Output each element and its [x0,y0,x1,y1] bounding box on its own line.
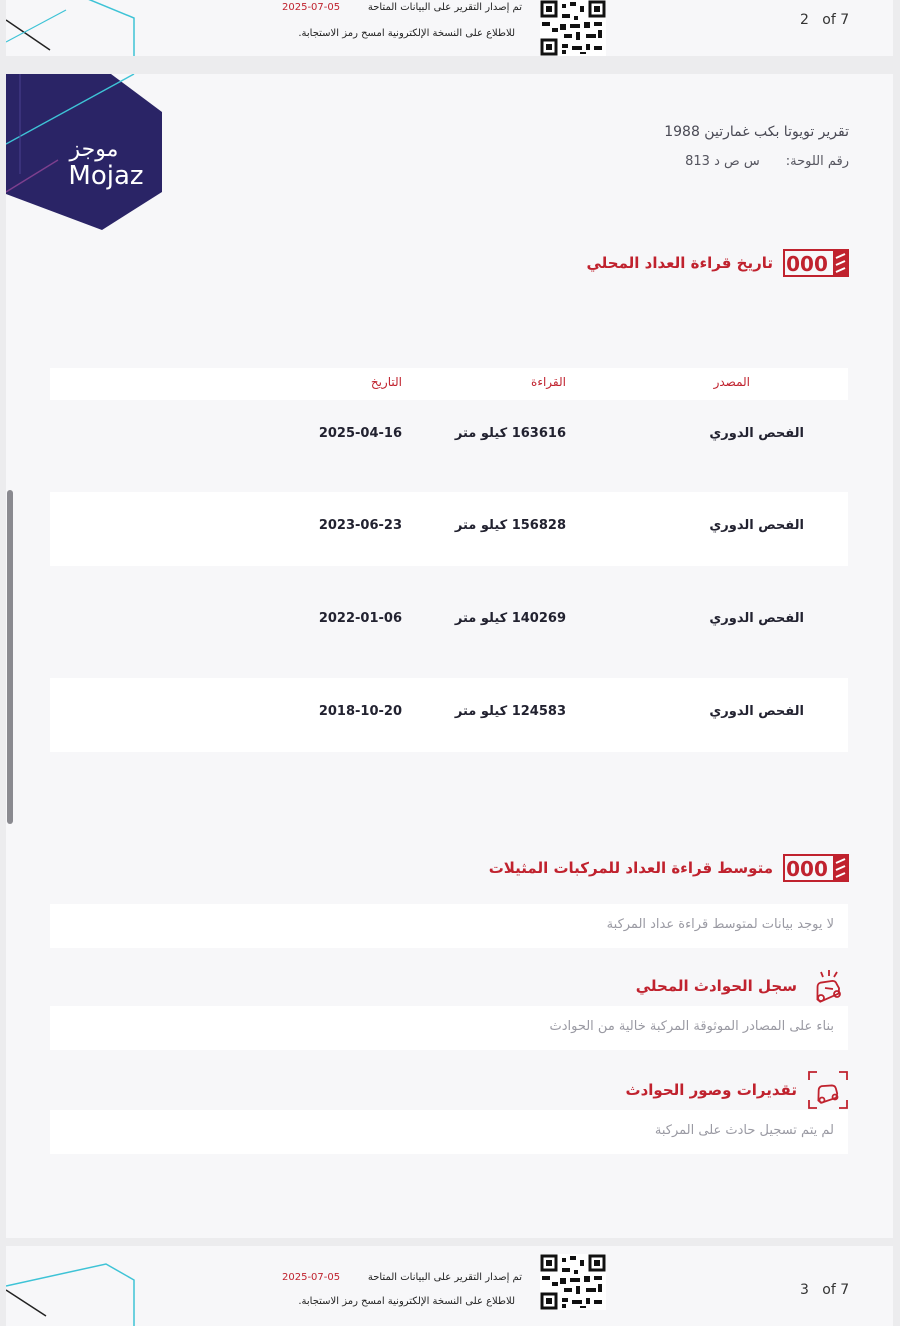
row-reading: 140269 كيلو متر [454,611,566,626]
svg-text:000: 000 [786,252,828,276]
corner-decoration-icon [6,1246,146,1326]
report-page [6,74,893,1238]
column-source: المصدر [713,375,750,389]
table-row [50,678,848,752]
estimates-message: لم يتم تسجيل حادث على المركبة [654,1123,834,1138]
svg-text:موجز: موجز [69,137,119,162]
report-title: تقرير تويوتا بكب غمارتين 1988 [664,124,849,140]
qr-code-icon[interactable] [540,0,606,56]
row-source: الفحص الدوري [709,704,804,719]
odometer-section-title: تاريخ قراءة العداد المحلي [586,254,773,272]
row-source: الفحص الدوري [709,611,804,626]
accidents-section-title: سجل الحوادث المحلي [635,977,797,995]
column-reading: القراءة [531,375,566,389]
plate-value: س ص د 813 [685,154,760,169]
plate-label: رقم اللوحة: [785,154,849,169]
row-reading: 124583 كيلو متر [454,704,566,719]
accidents-section-header [636,966,849,1006]
plate-number [685,154,849,169]
mojaz-logo [6,74,166,234]
table-header [50,368,848,400]
qr-code-icon[interactable] [540,1254,606,1310]
footer-date: 2025-07-05 [282,2,341,13]
estimates-section-header [626,1070,849,1110]
average-message: لا يوجد بيانات لمتوسط قراءة عداد المركبة [606,917,834,932]
accident-photos-icon [807,1070,849,1110]
odometer-icon [783,854,849,882]
row-reading: 163616 كيلو متر [454,426,566,441]
accidents-message: بناء على المصادر الموثوقة المركبة خالية من الحوادث [549,1019,834,1034]
page-footer [6,1246,893,1326]
corner-decoration-icon [6,0,146,56]
average-section-title: متوسط قراءة العداد للمركبات المثيلات [488,859,773,877]
footer-date: 2025-07-05 [282,1272,341,1283]
page-number: 3 of 7 [800,1282,850,1298]
row-source: الفحص الدوري [709,518,804,533]
row-date: 2022-01-06 [318,611,402,626]
accidents-info-box [50,1006,848,1050]
row-date: 2025-04-16 [318,426,402,441]
footer-scan-text: للاطلاع على النسخة الإلكترونية امسح رمز الاستجابة. [298,1296,515,1307]
odometer-section-header [586,249,849,277]
row-date: 2023-06-23 [318,518,402,533]
table-row [50,492,848,566]
odometer-icon [783,249,849,277]
row-date: 2018-10-20 [318,704,402,719]
car-crash-icon [807,966,849,1006]
average-section-header [489,854,849,882]
previous-page-footer [6,0,893,56]
average-info-box [50,904,848,948]
row-source: الفحص الدوري [709,426,804,441]
svg-text:000: 000 [786,857,828,881]
svg-text:Mojaz: Mojaz [68,161,144,191]
table-row [50,585,848,659]
page-number: 2 of 7 [800,12,850,28]
row-reading: 156828 كيلو متر [454,518,566,533]
footer-issue-text: تم إصدار التقرير على البيانات المتاحة [367,2,522,13]
estimates-section-title: تقديرات وصور الحوادث [625,1081,797,1099]
scrollbar[interactable] [7,490,13,824]
column-date: التاريخ [370,375,402,389]
table-row [50,400,848,474]
footer-issue-text: تم إصدار التقرير على البيانات المتاحة [367,1272,522,1283]
footer-scan-text: للاطلاع على النسخة الإلكترونية امسح رمز الاستجابة. [298,28,515,39]
estimates-info-box [50,1110,848,1154]
